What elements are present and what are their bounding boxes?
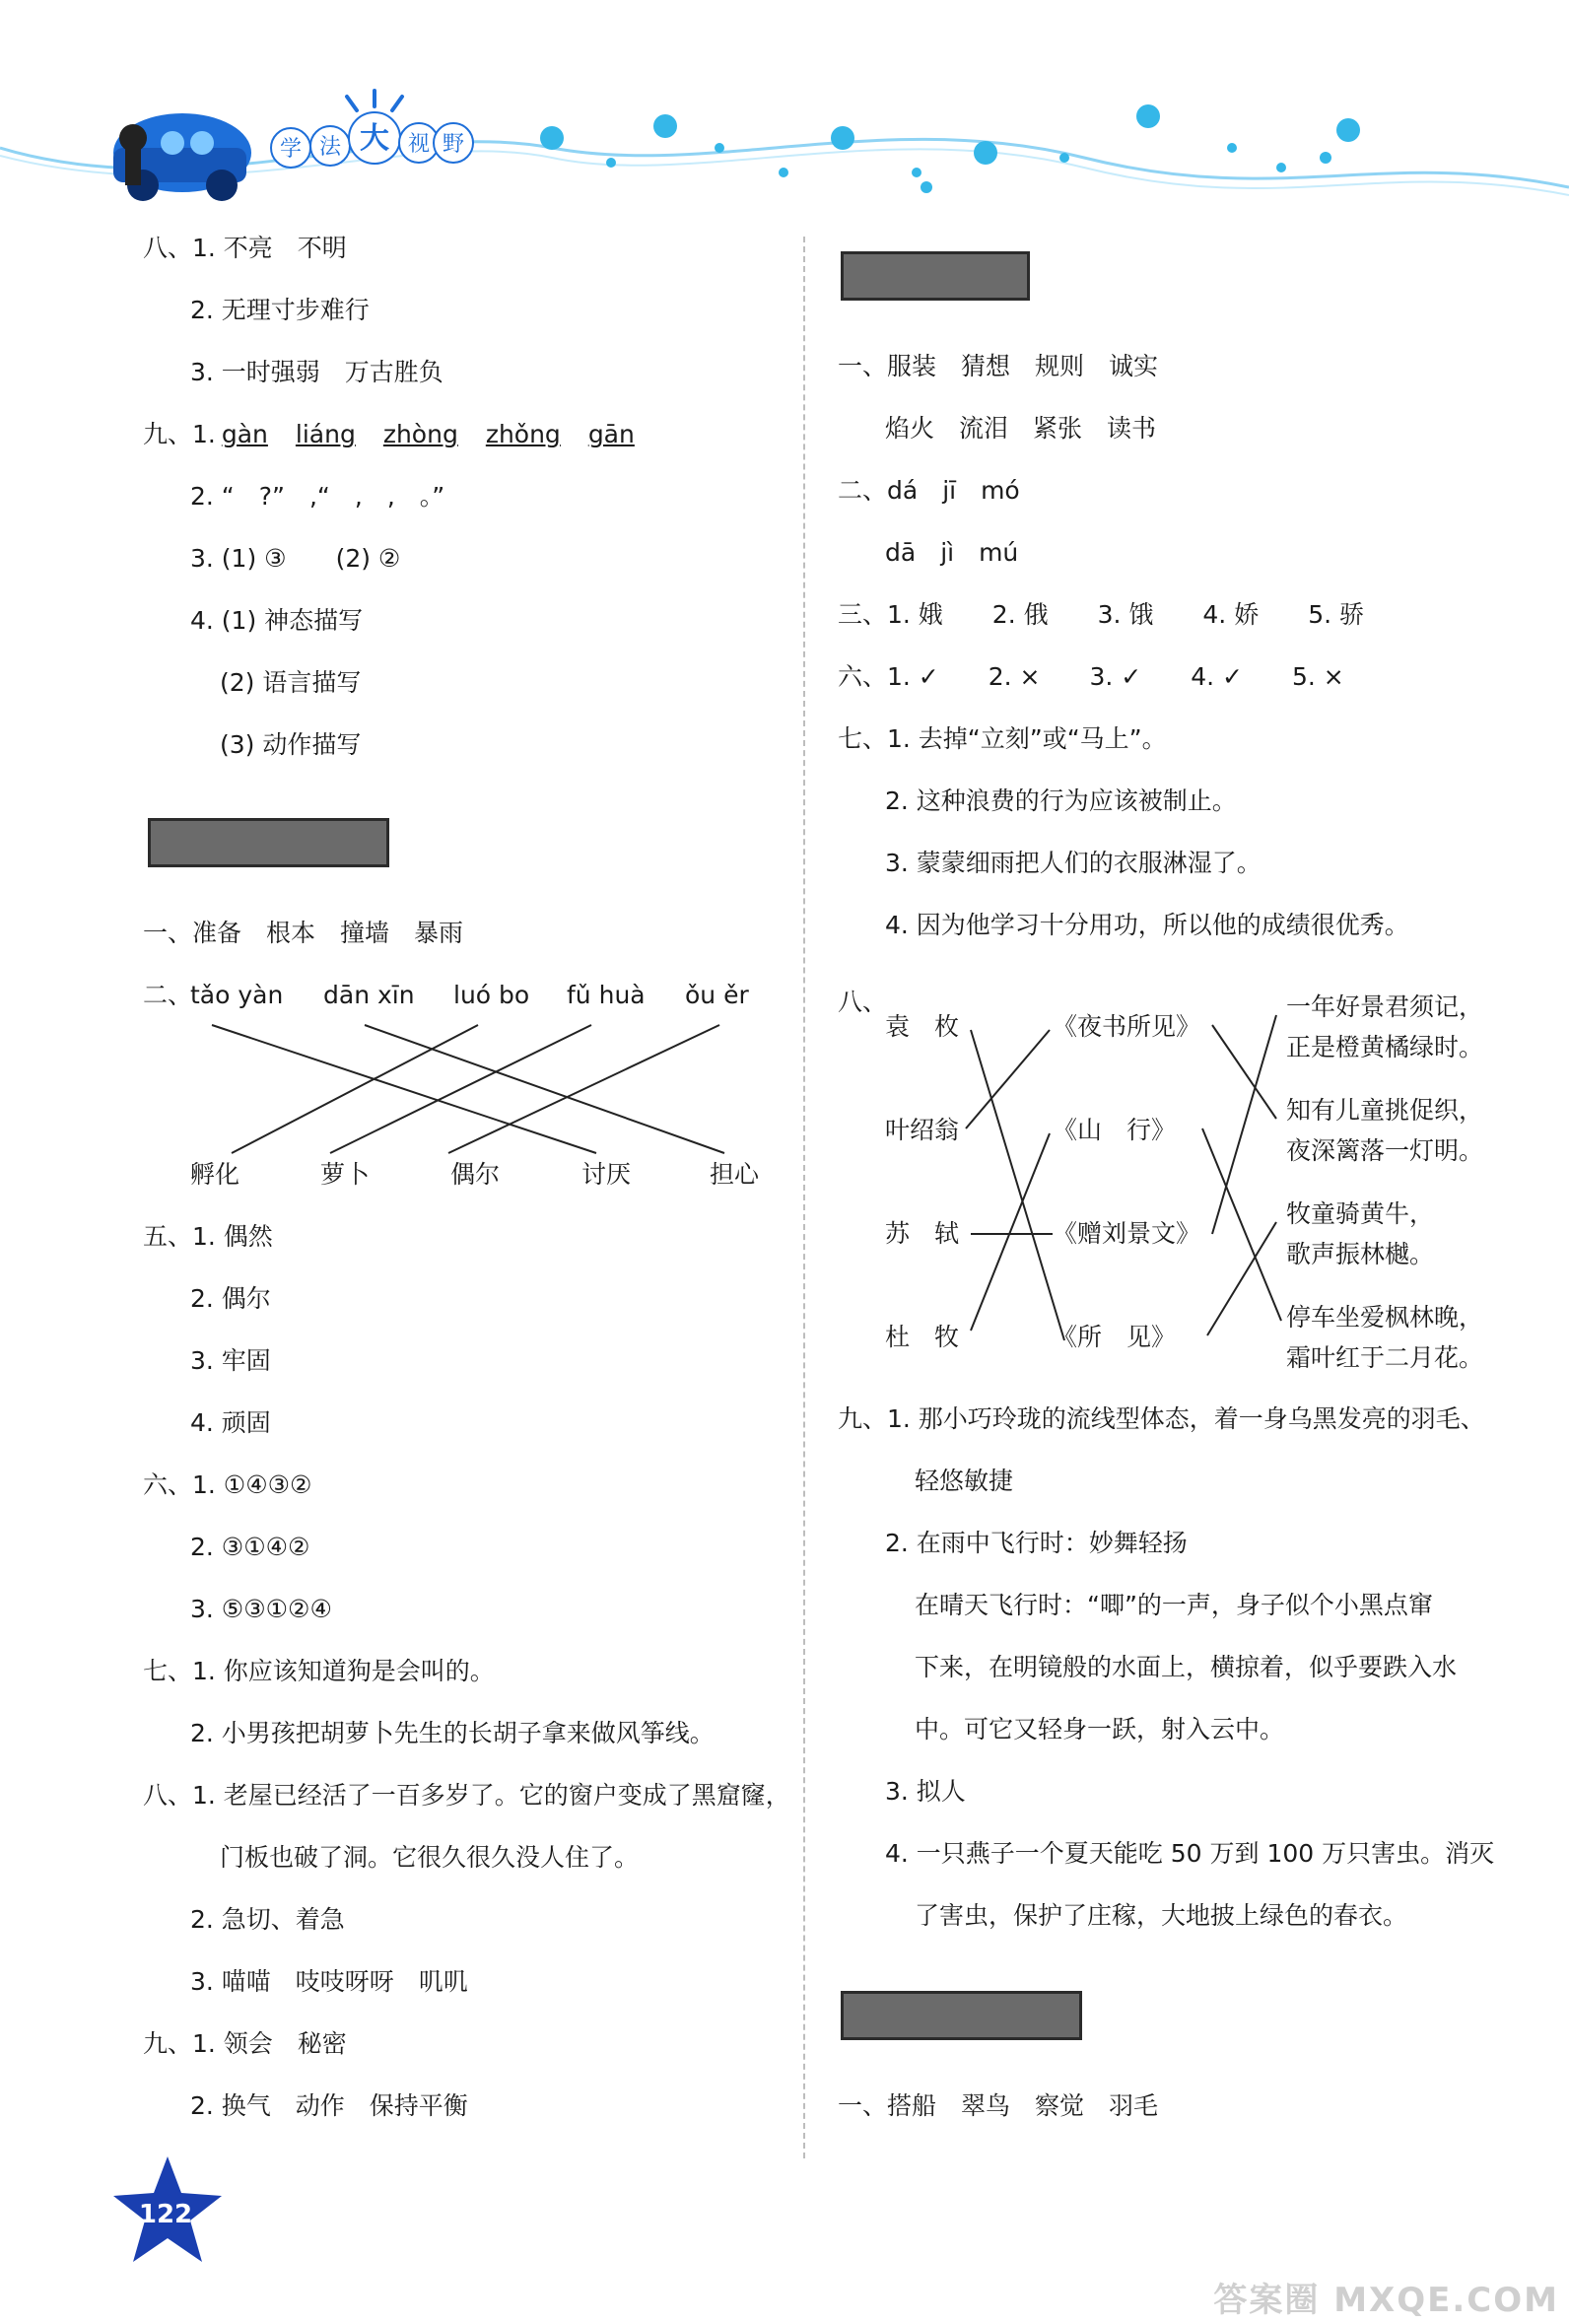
answer-line: 八、1. 不亮 不明 bbox=[143, 234, 347, 262]
answer-line: 门板也破了洞。它很久很久没人住了。 bbox=[220, 1843, 640, 1872]
pinyin-word: dān xīn bbox=[323, 981, 415, 1009]
answer-line: 3. (1) ③ (2) ② bbox=[190, 544, 401, 573]
verse-line: 正是橙黄橘绿时。 bbox=[1286, 1033, 1484, 1061]
section-label: 八、 bbox=[838, 988, 888, 1016]
answer-line: 4. 因为他学习十分用功，所以他的成绩很优秀。 bbox=[885, 911, 1409, 939]
answer-line: 4. 一只燕子一个夏天能吃 50 万到 100 万只害虫。消灭 bbox=[885, 1839, 1495, 1868]
verse-line: 牧童骑黄牛， bbox=[1286, 1199, 1435, 1228]
answer-line: 二、dá jī mó bbox=[838, 476, 1020, 505]
answer-line: 六、1. ✓ 2. × 3. ✓ 4. ✓ 5. × bbox=[838, 662, 1344, 691]
match-word: 担心 bbox=[710, 1160, 760, 1189]
answer-line: 2. “ ?” ,“ , , 。” bbox=[190, 482, 445, 511]
answer-line: 2. ③①④② bbox=[190, 1533, 310, 1561]
answer-line: 3. 一时强弱 万古胜负 bbox=[190, 358, 443, 386]
answer-line: 4. (1) 神态描写 bbox=[190, 606, 364, 635]
car-icon bbox=[113, 113, 251, 201]
page-number: 122 bbox=[138, 2200, 193, 2229]
answer-line: (3) 动作描写 bbox=[220, 730, 362, 759]
verse-line: 霜叶红于二月花。 bbox=[1286, 1343, 1484, 1372]
answer-line: 一、准备 根本 撞墙 暴雨 bbox=[143, 919, 464, 947]
svg-text:法: 法 bbox=[318, 135, 342, 160]
answer-line: 3. 蒙蒙细雨把人们的衣服淋湿了。 bbox=[885, 849, 1262, 877]
answer-line: 2. 换气 动作 保持平衡 bbox=[190, 2091, 468, 2120]
verse-line: 停车坐爱枫林晚， bbox=[1286, 1303, 1484, 1332]
svg-text:视: 视 bbox=[407, 132, 431, 157]
column-divider bbox=[803, 237, 805, 2158]
answer-line: 3. 牢固 bbox=[190, 1346, 271, 1375]
match-word: 偶尔 bbox=[450, 1160, 501, 1189]
answer-line: 2. 急切、着急 bbox=[190, 1905, 345, 1934]
svg-text:野: 野 bbox=[442, 132, 465, 157]
match-word: 萝卜 bbox=[320, 1160, 371, 1189]
poet-name: 叶绍翁 bbox=[885, 1116, 960, 1144]
answer-line: 六、1. ①④③② bbox=[143, 1470, 312, 1499]
answer-line: 焰火 流泪 紧张 读书 bbox=[885, 414, 1157, 443]
answer-line: 3. 拟人 bbox=[885, 1777, 966, 1806]
pinyin-word: tǎo yàn bbox=[190, 981, 284, 1009]
poet-name: 杜 牧 bbox=[885, 1323, 960, 1351]
poet-name: 苏 轼 bbox=[885, 1219, 960, 1248]
answer-line: 一、搭船 翠鸟 察觉 羽毛 bbox=[838, 2091, 1159, 2120]
answer-line: 三、1. 娥 2. 俄 3. 饿 4. 娇 5. 骄 bbox=[838, 600, 1364, 629]
answer-line: 中。可它又轻身一跃，射入云中。 bbox=[915, 1715, 1285, 1743]
poet-name: 袁 枚 bbox=[885, 1012, 960, 1041]
answer-line: 九、1. 领会 秘密 bbox=[143, 2029, 347, 2058]
answer-line: 下来，在明镜般的水面上，横掠着，似乎要跌入水 bbox=[915, 1653, 1458, 1681]
verse-line: 歌声振林樾。 bbox=[1286, 1240, 1435, 1268]
verse-line: 一年好景君须记， bbox=[1286, 992, 1484, 1021]
answer-line: 2. 无理寸步难行 bbox=[190, 296, 370, 324]
answer-line: 九、1. 那小巧玲珑的流线型体态，着一身乌黑发亮的羽毛、 bbox=[838, 1404, 1485, 1433]
poem-title: 《夜书所见》 bbox=[1053, 1012, 1201, 1041]
svg-text:学: 学 bbox=[279, 137, 303, 162]
pinyin-word: fǔ huà bbox=[567, 981, 646, 1009]
answer-line: 4. 顽固 bbox=[190, 1408, 271, 1437]
answer-line: 2. 在雨中飞行时：妙舞轻扬 bbox=[885, 1529, 1188, 1557]
watermark: 答案圈 MXQE.COM bbox=[1213, 2281, 1559, 2320]
top-banner bbox=[0, 0, 1569, 217]
match-word: 讨厌 bbox=[581, 1160, 632, 1189]
answer-line: (2) 语言描写 bbox=[220, 668, 362, 697]
answer-line: 2. 小男孩把胡萝卜先生的长胡子拿来做风筝线。 bbox=[190, 1719, 715, 1747]
poem-title: 《山 行》 bbox=[1053, 1116, 1177, 1144]
pinyin-line: 九、1. gàn liáng zhòng zhǒng gān bbox=[143, 420, 635, 448]
poem-matching-lines bbox=[838, 217, 1488, 1449]
verse-line: 夜深篱落一灯明。 bbox=[1286, 1136, 1484, 1165]
match-word: 孵化 bbox=[190, 1160, 240, 1189]
poem-title: 《所 见》 bbox=[1053, 1323, 1177, 1351]
answer-line: dā jì mú bbox=[885, 538, 1019, 567]
answer-line: 了害虫，保护了庄稼，大地披上绿色的春衣。 bbox=[915, 1901, 1408, 1930]
answer-line: 五、1. 偶然 bbox=[143, 1222, 273, 1251]
section-header-bar bbox=[841, 1991, 1082, 2040]
answer-line: 轻悠敏捷 bbox=[915, 1467, 1014, 1495]
answer-line: 3. ⑤③①②④ bbox=[190, 1595, 332, 1623]
pinyin-word: ǒu ěr bbox=[685, 981, 749, 1009]
answer-line: 3. 喵喵 吱吱呀呀 叽叽 bbox=[190, 1967, 468, 1996]
poem-title: 《赠刘景文》 bbox=[1053, 1219, 1201, 1248]
answer-line: 一、服装 猜想 规则 诚实 bbox=[838, 352, 1159, 380]
svg-text:大: 大 bbox=[360, 121, 389, 156]
answer-line: 在晴天飞行时：“唧”的一声，身子似个小黑点窜 bbox=[915, 1591, 1433, 1619]
answer-line: 八、1. 老屋已经活了一百多岁了。它的窗户变成了黑窟窿， bbox=[143, 1781, 790, 1810]
answer-line: 2. 这种浪费的行为应该被制止。 bbox=[885, 786, 1237, 815]
pinyin-row: 二、 bbox=[143, 981, 193, 1009]
matching-lines bbox=[143, 217, 784, 1202]
answer-line: 七、1. 去掉“立刻”或“马上”。 bbox=[838, 724, 1167, 753]
answer-line: 2. 偶尔 bbox=[190, 1284, 271, 1313]
pinyin-word: luó bo bbox=[453, 981, 530, 1009]
answer-line: 七、1. 你应该知道狗是会叫的。 bbox=[143, 1657, 495, 1685]
verse-line: 知有儿童挑促织， bbox=[1286, 1096, 1484, 1125]
page-number-badge bbox=[108, 2152, 227, 2270]
title-seal bbox=[271, 91, 473, 168]
